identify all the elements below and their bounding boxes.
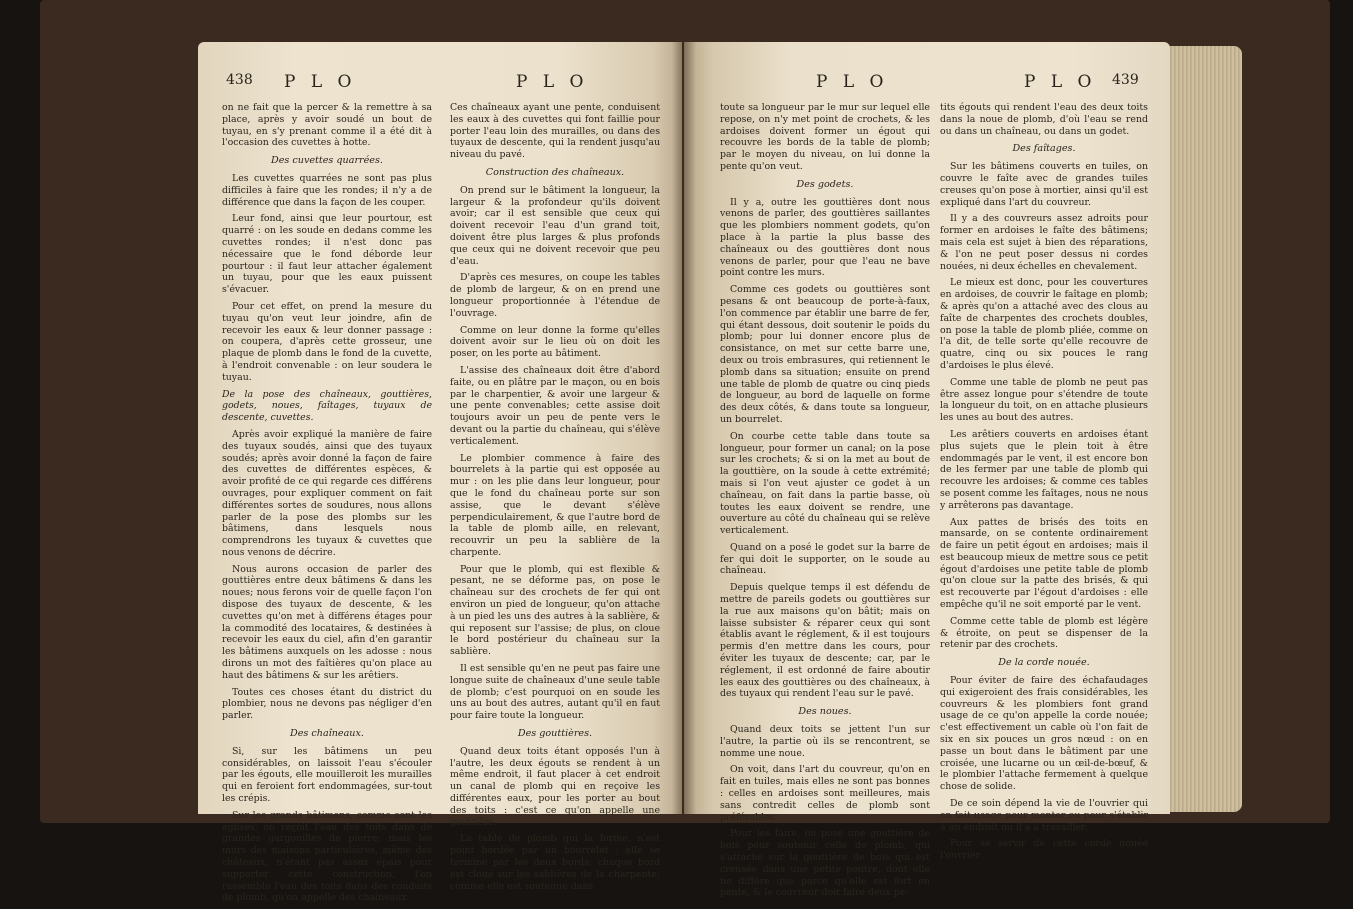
section-heading: Des noues. — [798, 706, 852, 718]
section-heading: Construction des chaîneaux. — [485, 166, 625, 178]
paragraph: Nous aurons occasion de parler des gouttières entre deux bâtimens & dans les noues; nous ferons voir de quelle façon l'on dispose des tuyaux de descente, & les cuvettes qu'on met à différens étages pour la commodité des locataires, & destinées à recevoir les eaux du ciel, afin d'en garantir les bâtimens auxquels on les adosse : nous dirons un mot des faîtières qu'on place au haut des bâtimens & sur les arêtiers. — [222, 563, 432, 681]
paragraph: On courbe cette table dans toute sa longueur, pour former un canal; on la pose sur les crochets; & si on la met au bout de la gouttière, on la soude à cette extrémité; mais si l'on veut ajuster ce godet à un chaîneau, on fait dans la partie basse, où toutes les eaux doivent se rendre, une ouverture au côté du chaîneau qui se relève verticalement. — [720, 430, 930, 537]
section-heading: Des gouttières. — [517, 728, 593, 740]
paragraph: Quand deux toits se jettent l'un sur l'autre, la partie où ils se rencontrent, se nomme une noue. — [720, 724, 930, 759]
section-heading: Des faîtages. — [1012, 143, 1076, 155]
page-edges — [1168, 46, 1242, 812]
running-head-center: P L O — [816, 72, 889, 92]
paragraph: Les arêtiers couverts en ardoises étant plus sujets que le plein toit à être endommagés par le vent, il est encore bon de les fermer par une table de plomb qui recouvre les ardoises; & comme ces tables se posent comme les faîtages, nous ne nous y arrêterons pas davantage. — [940, 428, 1149, 511]
right-page — [684, 42, 1170, 899]
paragraph: La table de plomb qui la forme, n'est point bordée par un bourrelet : elle se termine par les deux bords; chaque bord est cloué sur les sablières de la charpente; comme elle est soutenue dans — [450, 833, 660, 892]
paragraph: De ce soin dépend la vie de l'ouvrier qui en fait usage pour monter ou pour s'établir à un endroit où il a à travailler. — [940, 798, 1148, 833]
paragraph: L'assise des chaîneaux doit être d'abord faite, ou en plâtre par le maçon, ou en bois par le charpentier, & avoir une largeur & une pente convenables; cette assise doit toujours avoir un peu de pente vers le devant ou la partie du chaîneau, qui s'élève verticalement. — [450, 364, 660, 447]
section-heading: Des godets. — [796, 178, 854, 190]
running-head-right: P L O — [1024, 72, 1097, 92]
paragraph: Comme on leur donne la forme qu'elles doivent avoir sur le lieu où on doit les poser, on les porte au bâtiment. — [450, 324, 660, 360]
text-column-2 — [940, 102, 1148, 867]
paragraph: Toutes ces choses étant du district du plombier, nous ne devons pas négliger d'en parler. — [222, 686, 432, 722]
paragraph: Sur les grands bâtimens, comme sont les églises, on reçoit l'eau des toits dans de grandes gargouilles de pierre; mais les murs des maisons particulières, même des châteaux, n'étant pas assez épais pour supporter cette construction, l'on rassemble l'eau des toits dans des conduits de plomb, qu'on appelle des chaîneaux. — [222, 809, 432, 904]
paragraph: Pour cet effet, on prend la mesure du tuyau qu'on veut leur joindre, afin de recevoir les eaux & leur donner passage : on coupera, d'après cette grosseur, une plaque de plomb dans le fond de la cuvette, à l'endroit convenable : on leur soudera le tuyau. — [222, 300, 432, 383]
paragraph: Depuis quelque temps il est défendu de mettre de pareils godets ou gouttières sur la rue aux maisons qu'on bâtit; mais on laisse subsister & réparer ceux qui sont établis avant le réglement, & il est toujours permis d'en mettre dans les cours, pour éviter les tuyaux de descente; car, par le réglement, il est ordonné de faire aboutir les eaux des gouttières ou des chaîneaux, à des tuyaux qui rendent l'eau sur le pavé. — [720, 582, 930, 700]
paragraph: Comme une table de plomb ne peut pas être assez longue pour s'étendre de toute la longueur du toit, on en attache plusieurs les unes au bout des autres. — [940, 376, 1148, 424]
section-heading: Des chaîneaux. — [290, 728, 364, 740]
paragraph: Comme cette table de plomb est légère & étroite, on peut se dispenser de la retenir par des crochets. — [940, 615, 1148, 651]
section-heading: Des cuvettes quarrées. — [271, 155, 383, 167]
paragraph: Comme ces godets ou gouttières sont pesans & ont beaucoup de porte-à-faux, l'on commence par établir une barre de fer, qui étant dessous, doit soutenir le poids du plomb; pour lui donner encore plus de consistance, on met sur cette barre une, deux ou trois embrasures, qui retiennent le plomb dans sa situation; ensuite on prend une table de plomb de quatre ou cinq pieds de longueur, au bord de laquelle on forme des deux côtés, & dans toute sa longueur, un bourrelet. — [720, 284, 930, 425]
paragraph: toute sa longueur par le mur sur lequel elle repose, on n'y met point de crochets, & les ardoises doivent former un égout qui recouvre les bords de la table de plomb; par le moyen du niveau, on lui donne la pente qu'on veut. — [720, 102, 930, 172]
paragraph: Les cuvettes quarrées ne sont pas plus difficiles à faire que les rondes; il n'y a de différence que dans la façon de les couper. — [222, 172, 432, 208]
paragraph: Ces chaîneaux ayant une pente, conduisent les eaux à des cuvettes qui font faillie pour porter l'eau loin des murailles, ou dans des tuyaux de descente, qui la rendent jusqu'au niveau du pavé. — [450, 102, 660, 161]
book-gutter — [672, 42, 696, 814]
left-page — [198, 42, 682, 904]
page-number: 438 — [226, 72, 253, 88]
paragraph: On prend sur le bâtiment la longueur, la largeur & la profondeur qu'ils doivent avoir; car il est sensible que ceux qui doivent recevoir l'eau d'un grand toit, doivent être plus larges & plus profonds que ceux qui ne doivent recevoir que peu d'eau. — [450, 184, 660, 267]
text-column-2 — [450, 102, 660, 897]
paragraph: Le plombier commence à faire des bourrelets à la partie qui est opposée au mur : on les plie dans leur longueur, pour que le fond du chaîneau porte sur son assise, que le devant s'élève perpendiculairement, & que l'autre bord de la table de plomb aille, en relevant, recouvrir un peu la sablière de la charpente. — [450, 452, 660, 558]
paragraph: D'après ces mesures, on coupe les tables de plomb de largeur, & on en prend une longueur proportionnée à l'étendue de l'ouvrage. — [450, 272, 660, 319]
text-column-1 — [720, 102, 930, 904]
paragraph: Il y a, outre les gouttières dont nous venons de parler, des gouttières saillantes que les plombiers nomment godets, qu'on place à la partie la plus basse des chaîneaux ou des gouttières dont nous venons de parler, pour que l'eau ne bave point contre les murs. — [720, 196, 930, 279]
paragraph: Le mieux est donc, pour les couvertures en ardoises, de couvrir le faîtage en plomb; & après qu'on a attaché avec des clous au faîte de charpentes des crochets doubles, on pose la table de plomb pliée, comme on l'a dit, de telle sorte qu'elle recouvre de quatre, cinq ou six pouces le rang d'ardoises le plus élevé. — [940, 277, 1148, 371]
paragraph: Après avoir expliqué la manière de faire des tuyaux soudés, ainsi que des tuyaux soudés; après avoir donné la façon de faire des cuvettes de différentes espèces, & avoir profité de ce qui regarde ces différens ouvrages, pour expliquer comment on fait différentes sortes de soudures, nous allons parler de la pose des plombs sur les bâtimens, dans lesquels nous comprendrons les tuyaux & cuvettes que nous venons de décrire. — [222, 428, 432, 558]
paragraph: on ne fait que la percer & la remettre à sa place, après y avoir soudé un bout de tuyau, en s'y prenant comme il a été dit à l'occasion des cuvettes à hotte. — [222, 102, 432, 149]
paragraph: Sur les bâtimens couverts en tuiles, on couvre le faîte avec de grandes tuiles creuses qu'on pose à mortier, ainsi qu'il est expliqué dans l'art du couvreur. — [940, 161, 1148, 208]
running-head-center: P L O — [516, 72, 589, 92]
paragraph: Pour se servir de cette corde nouée l'ouvrier — [940, 838, 1148, 862]
paragraph: Il y a des couvreurs assez adroits pour former en ardoises le faîte des bâtimens; mais cela est sujet à bien des réparations, & l'on ne peut poser dessus ni cordes nouées, ni deux échelles en chevalement. — [940, 213, 1148, 272]
paragraph: Pour les faire, on pose une gouttière de bois pour soutenir celle de plomb, qui s'attache sur la gouttière de bois qui est creusée dans une petite poutre, dont elle ne diffère que parce qu'elle est fort en pente, & le couvreur doit faire deux pe- — [720, 828, 930, 899]
page-number: 439 — [1112, 72, 1139, 88]
paragraph: Si, sur les bâtimens un peu considérables, on laissoit l'eau s'écouler par les égouts, elle mouilleroit les murailles qui en feroient fort endommagées, sur-tout les crépis. — [222, 745, 432, 805]
paragraph: On voit, dans l'art du couvreur, qu'on en fait en tuiles, mais elles ne sont pas bonnes : celles en ardoises sont meilleures, mais sans contredit celles de plomb sont préférables. — [720, 764, 930, 823]
paragraph: Pour que le plomb, qui est flexible & pesant, ne se déforme pas, on pose le chaîneau sur des crochets de fer qui ont environ un pied de longueur, qu'on attache à un pied les uns des autres à la sablière, & qui reposent sur l'assise; de plus, on cloue le bord postérieur du chaîneau sur la sablière. — [450, 563, 660, 658]
running-head-left: P L O — [284, 72, 357, 92]
paragraph: De la pose des chaîneaux, gouttières, godets, noues, faîtages, tuyaux de descente, cuvettes. — [222, 388, 432, 424]
paragraph: Pour éviter de faire des échafaudages qui exigeroient des frais considérables, les couvreurs & les plombiers font grand usage de ce qu'on appelle la corde nouée; c'est effectivement un cable où l'on fait de six en six pouces un gros nœud : on en passe un bout dans le bâtiment par une croisée, une lucarne ou un œil-de-bœuf, & le plombier l'attache fermement à quelque chose de solide. — [940, 675, 1148, 793]
paragraph: Quand deux toits étant opposés l'un à l'autre, les deux égouts se rendent à un même endroit, il faut placer à cet endroit un canal de plomb qui en reçoive les différentes eaux, pour les porter au bout des toits : c'est ce qu'on appelle une gouttière. — [450, 745, 660, 828]
section-heading: De la corde nouée. — [998, 657, 1090, 669]
paragraph: Aux pattes de brisés des toits en mansarde, on se contente ordinairement de faire un petit égout en ardoises; mais il est beaucoup mieux de mettre sous ce petit égout d'ardoises une petite table de plomb qu'on cloue sur la patte des brisés, & qui est recouverte par l'égout d'ardoises : elle empêche qu'il ne soit emporté par le vent. — [940, 516, 1148, 611]
paragraph: Leur fond, ainsi que leur pourtour, est quarré : on les soude en dedans comme les cuvettes rondes; il n'est donc pas nécessaire que le fond déborde leur pourtour : il faut leur attacher également un tuyau, pour que les eaux puissent s'évacuer. — [222, 213, 432, 296]
text-column-1 — [222, 102, 432, 909]
paragraph: Quand on a posé le godet sur la barre de fer qui doit le supporter, on le soude au chaîneau. — [720, 541, 930, 577]
paragraph: tits égouts qui rendent l'eau des deux toits dans la noue de plomb, d'où l'eau se rend ou dans un chaîneau, ou dans un godet. — [940, 102, 1148, 137]
paragraph: Il est sensible qu'en ne peut pas faire une longue suite de chaîneaux d'une seule table de plomb; c'est pourquoi on en soude les uns au bout des autres, autant qu'il en faut pour faire toute la longueur. — [450, 663, 660, 722]
